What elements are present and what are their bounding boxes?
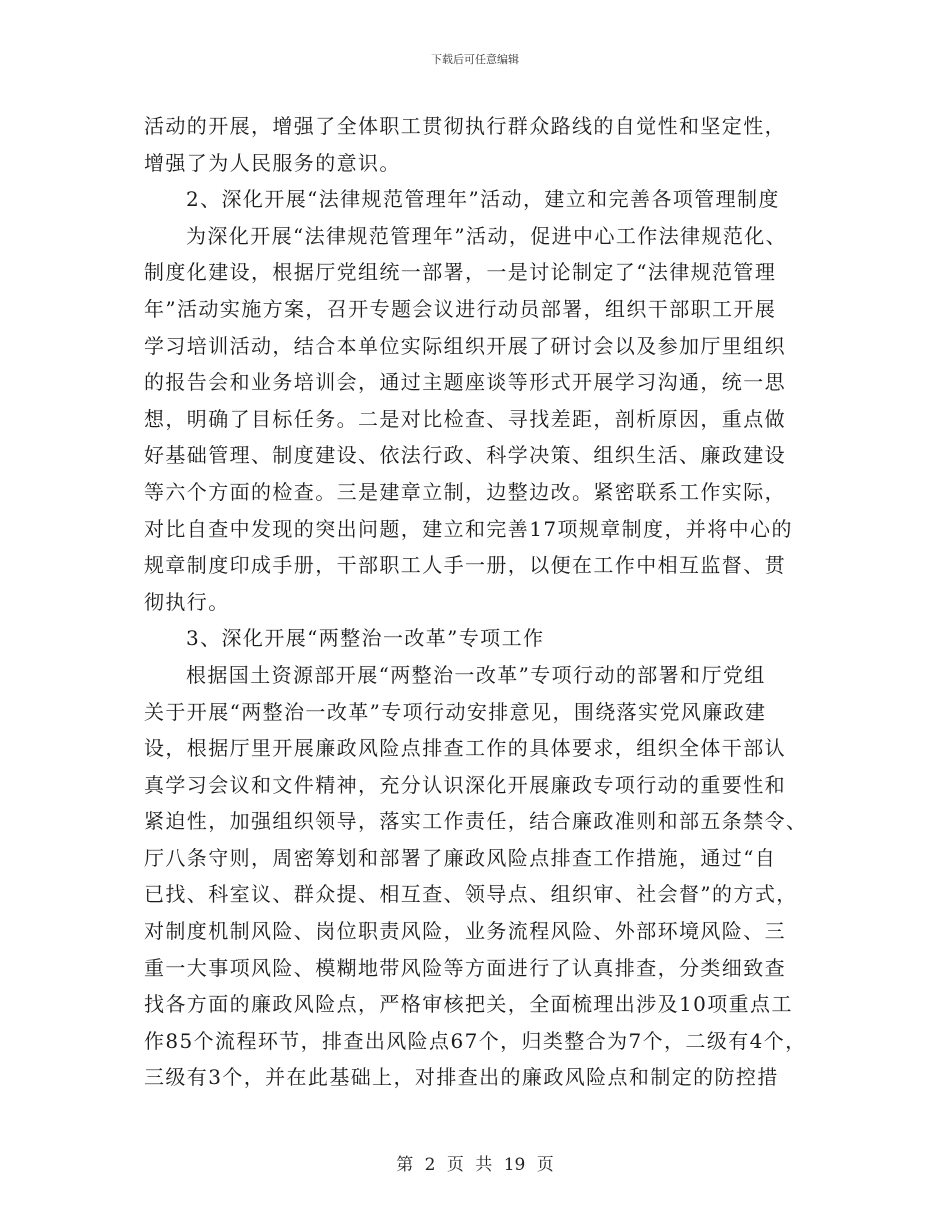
text-line: 彻执行。 — [144, 589, 230, 614]
text-line: 为深化开展“法律规范管理年”活动，促进中心工作法律规范化、 — [186, 223, 788, 248]
text-line: 对制度机制风险、岗位职责风险，业务流程风险、外部环境风险、三 — [144, 919, 786, 944]
text-line: 重一大事项风险、模糊地带风险等方面进行了认真排查，分类细致查 — [144, 955, 786, 980]
text-line: 学习培训活动，结合本单位实际组织开展了研讨会以及参加厅里组织 — [144, 333, 786, 358]
page-number: 第 2 页 共 19 页 — [396, 1155, 554, 1175]
text-line: 规章制度印成手册，干部职工人手一册，以便在工作中相互监督、贯 — [144, 553, 786, 578]
text-line: 对比自查中发现的突出问题，建立和完善17项规章制度，并将中心的 — [144, 516, 793, 541]
text-line: 已找、科室议、群众提、相互查、领导点、组织审、社会督”的方式， — [144, 882, 798, 907]
text-line: 增强了为人民服务的意识。 — [144, 150, 401, 175]
text-line: 根据国土资源部开展“两整治一改革”专项行动的部署和厅党组 — [186, 662, 766, 687]
text-line: 等六个方面的检查。三是建章立制，边整边改。紧密联系工作实际， — [144, 479, 786, 504]
text-line: 活动的开展，增强了全体职工贯彻执行群众路线的自觉性和坚定性， — [144, 114, 786, 138]
text-line: 想，明确了目标任务。二是对比检查、寻找差距，剖析原因，重点做 — [144, 406, 786, 431]
document-body — [144, 108, 824, 1096]
text-line: 真学习会议和文件精神，充分认识深化开展廉政专项行动的重要性和 — [144, 772, 786, 797]
text-line: 找各方面的廉政风险点，严格审核把关，全面梳理出涉及10项重点工 — [144, 992, 793, 1017]
text-line: 作85个流程环节，排查出风险点67个，归类整合为7个，二级有4个， — [144, 1028, 807, 1053]
page-header: 下载后可任意编辑 — [431, 53, 519, 66]
section-heading: 3、深化开展“两整治一改革”专项工作 — [186, 626, 545, 651]
text-line: 紧迫性，加强组织领导，落实工作责任，结合廉政准则和部五条禁令、 — [144, 809, 808, 834]
section-heading: 2、深化开展“法律规范管理年”活动，建立和完善各项管理制度 — [186, 187, 780, 212]
text-line: 关于开展“两整治一改革”专项行动安排意见，围绕落实党风廉政建 — [144, 699, 767, 724]
text-line: 的报告会和业务培训会，通过主题座谈等形式开展学习沟通，统一思 — [144, 370, 786, 395]
text-line: 好基础管理、制度建设、依法行政、科学决策、组织生活、廉政建设 — [144, 443, 786, 468]
text-line: 设，根据厅里开展廉政风险点排查工作的具体要求，组织全体干部认 — [144, 736, 786, 761]
text-line: 年”活动实施方案，召开专题会议进行动员部署，组织干部职工开展 — [144, 296, 777, 321]
text-line: 制度化建设，根据厅党组统一部署，一是讨论制定了“法律规范管理 — [144, 260, 777, 285]
text-line: 三级有3个，并在此基础上，对排查出的廉政风险点和制定的防控措 — [144, 1065, 779, 1090]
text-line: 厅八条守则，周密筹划和部署了廉政风险点排查工作措施，通过“自 — [144, 845, 777, 870]
